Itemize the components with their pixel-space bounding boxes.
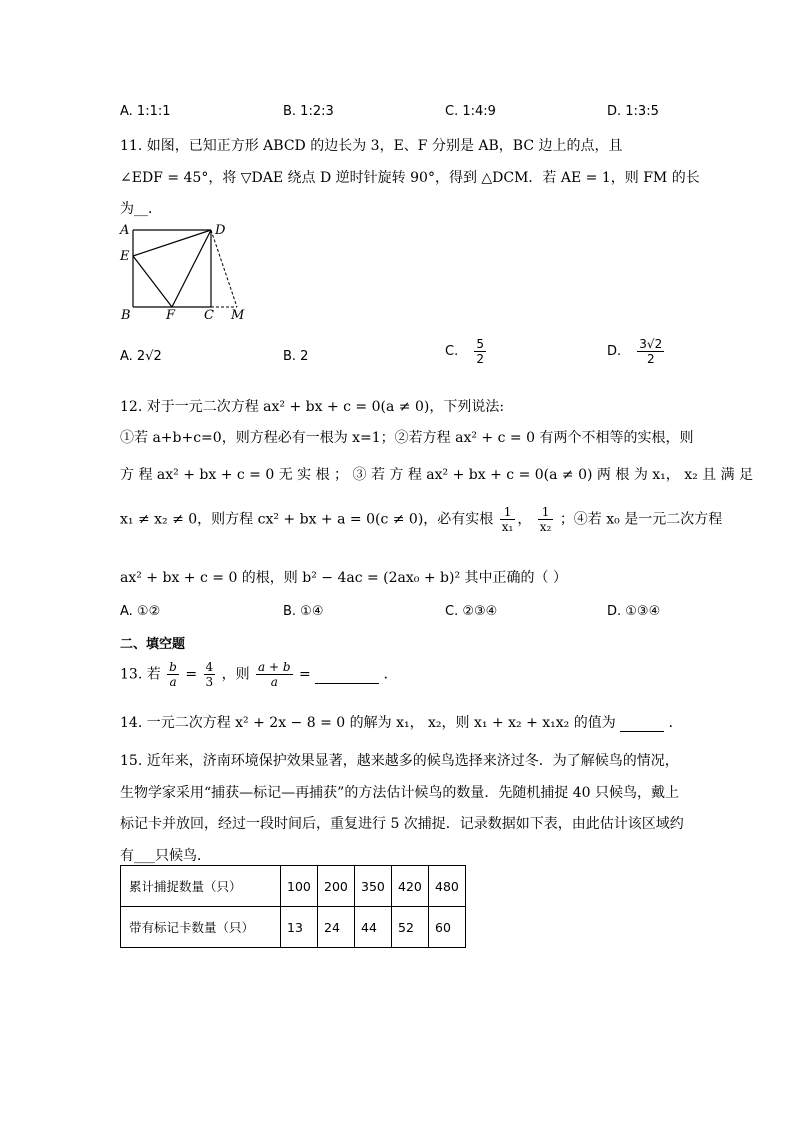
q12-line-2: ①若 a+b+c=0，则方程必有一根为 x=1；②若方程 ax² + c = 0 有两个不相等的实根，则	[120, 430, 694, 446]
q12-line-3: 方 程 ax² + bx + c = 0 无 实 根 ； ③ 若 方 程 ax² + bx + c = 0(a ≠ 0) 两 根 为 x₁， x₂ 且 满 足	[120, 467, 754, 483]
table-row-header: 带有标记卡数量（只）	[121, 907, 281, 948]
section-title-fill-in: 二、填空题	[120, 637, 186, 652]
q12-option-d: D. ①③④	[607, 604, 661, 619]
q14-line	[120, 712, 683, 732]
q11-option-c-fraction: $\frac{5}{2}$	[476, 337, 484, 366]
table-cell: 13	[281, 907, 318, 948]
q13-suffix: =	[299, 666, 311, 683]
table-cell: 24	[318, 907, 355, 948]
q11-option-d-fraction: $\frac{3√2}{2}$	[639, 337, 663, 366]
q15-line-4: 有___只候鸟．	[120, 848, 211, 864]
q11-line-2: ∠EDF = 45°，将 ▽DAE 绕点 D 逆时针旋转 90°，得到 △DCM．若 AE = 1，则 FM 的长	[120, 170, 700, 186]
q12-line-1: 12. 对于一元二次方程 ax² + bx + c = 0(a ≠ 0)，下列说法:	[120, 399, 505, 415]
table-cell: 200	[318, 866, 355, 907]
q10-option-a: A. 1:1:1	[120, 104, 171, 119]
label-a: A	[120, 223, 130, 238]
q15-data-table	[120, 865, 466, 948]
q11-option-d-label: D.	[607, 344, 622, 359]
table-cell: 44	[355, 907, 392, 948]
q12-line-4-a: x₁ ≠ x₂ ≠ 0，则方程 cx² + bx + a = 0(c ≠ 0)，必有实根	[120, 511, 494, 528]
table-cell: 60	[429, 907, 466, 948]
q14-text: 14. 一元二次方程 x² + 2x − 8 = 0 的解为 x₁， x₂，则 x₁ + x₂ + x₁x₂ 的值为	[120, 715, 616, 731]
q13-mid: ，则	[221, 666, 250, 683]
label-m: M	[231, 308, 245, 323]
table-row-header: 累计捕捉数量（只）	[121, 866, 281, 907]
q12-option-a: A. ①②	[120, 604, 161, 619]
q11-square-figure	[115, 218, 255, 328]
label-c: C	[204, 308, 214, 323]
q12-line-4-b: ；④若 x₀ 是一元二次方程	[559, 511, 723, 528]
q13-fraction-b-over-a: $\frac{b}{a}$	[169, 660, 177, 689]
q12-option-c: C. ②③④	[445, 604, 498, 619]
table-cell: 480	[429, 866, 466, 907]
q11-line-1: 11. 如图，已知正方形 ABCD 的边长为 3，E、F 分别是 AB，BC 边上的点，且	[120, 138, 623, 154]
table-row	[121, 866, 466, 907]
q12-fraction-2: $\frac{1}{\text{x₂}}$	[539, 505, 552, 534]
q10-option-d: D. 1:3:5	[607, 104, 659, 119]
q14-end: ．	[668, 715, 683, 731]
q13-end: ．	[383, 666, 398, 683]
q13-line	[120, 660, 398, 689]
table-row	[121, 907, 466, 948]
q11-option-a: A. 2√2	[120, 349, 162, 364]
table-cell: 420	[392, 866, 429, 907]
q11-option-c-label: C.	[445, 344, 459, 359]
table-cell: 100	[281, 866, 318, 907]
q13-fraction-result: $\frac{a + b}{a}$	[258, 660, 291, 689]
label-d: D	[215, 223, 226, 238]
q11-option-c	[445, 337, 488, 366]
q12-option-b: B. ①④	[283, 604, 324, 619]
table-cell: 52	[392, 907, 429, 948]
label-f: F	[166, 308, 176, 323]
q13-fraction-4-over-3: $\frac{4}{3}$	[205, 660, 214, 689]
table-cell: 350	[355, 866, 392, 907]
q15-line-1: 15. 近年来，济南环境保护效果显著，越来越多的候鸟选择来济过冬．为了解候鸟的情况，	[120, 753, 679, 769]
q15-line-2: 生物学家采用“捕获—标记—再捕获”的方法估计候鸟的数量．先随机捕捉 40 只候鸟，戴上	[120, 785, 680, 801]
q10-option-b: B. 1:2:3	[283, 104, 334, 119]
label-b: B	[121, 308, 131, 323]
q12-line-5: ax² + bx + c = 0 的根，则 b² − 4ac = (2ax₀ + b)² 其中正确的（ ）	[120, 570, 567, 586]
label-e: E	[120, 249, 130, 264]
q14-answer-blank[interactable]	[620, 715, 664, 732]
q11-option-d	[607, 337, 666, 366]
q11-line-3: 为__．	[120, 201, 162, 217]
q13-answer-blank[interactable]	[315, 667, 379, 684]
q12-line-4: x₁ ≠ x₂ ≠ 0，则方程 cx² + bx + a = 0(c ≠ 0)，必有实根 $\frac{1}{\text{x₁}}$ ， $\frac{1}{\text{x₂}}$ ；④若 x₀ 是一元二次方程	[120, 505, 723, 534]
q12-fraction-1: $\frac{1}{\text{x₁}}$	[501, 505, 514, 534]
q15-line-3: 标记卡并放回，经过一段时间后，重复进行 5 次捕捉．记录数据如下表，由此估计该区域约	[120, 816, 684, 832]
q13-prefix: 13. 若	[120, 666, 161, 683]
q13-equals: =	[185, 666, 198, 683]
q10-option-c: C. 1:4:9	[445, 104, 496, 119]
q11-option-b: B. 2	[283, 349, 309, 364]
